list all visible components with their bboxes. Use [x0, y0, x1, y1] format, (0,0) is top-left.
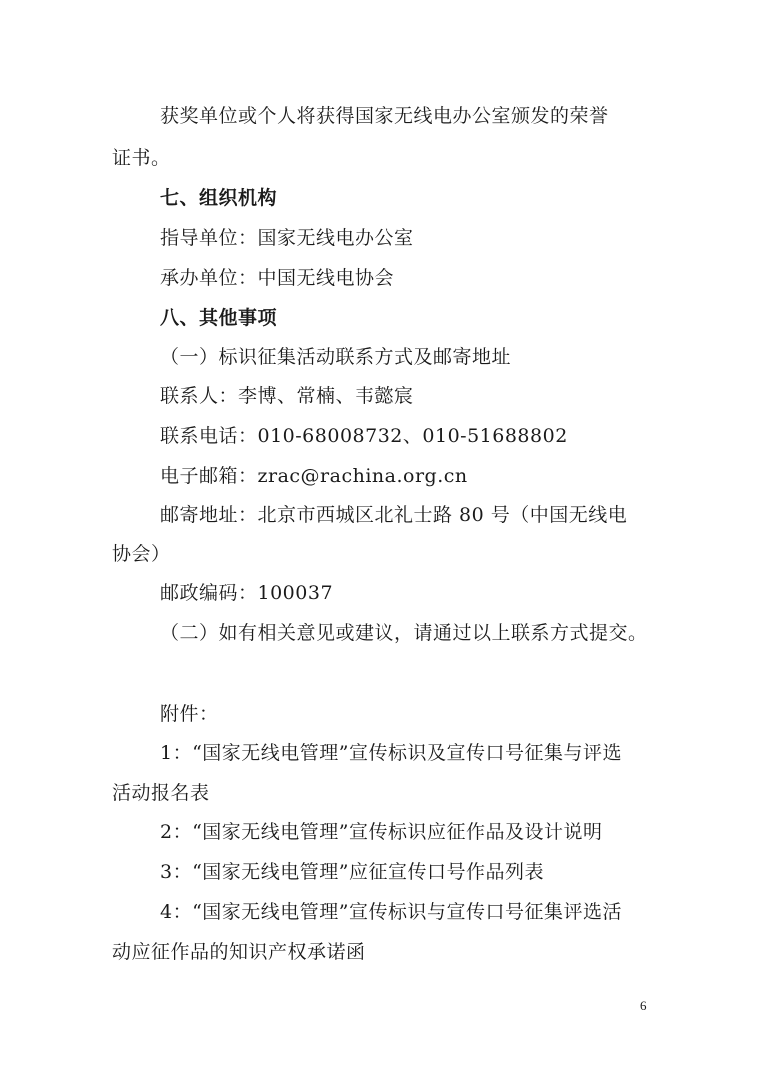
- award-paragraph-line-2: 证书。: [112, 147, 171, 169]
- attachment-1-line-1: 1：“国家无线电管理”宣传标识及宣传口号征集与评选: [160, 742, 623, 764]
- section-heading-other-matters: 八、其他事项: [160, 307, 278, 329]
- attachment-1-line-2: 活动报名表: [112, 782, 210, 804]
- page-number: 6: [640, 998, 647, 1013]
- attachment-4-line-1: 4：“国家无线电管理”宣传标识与宣传口号征集评选活: [160, 901, 623, 923]
- attachment-4-line-2: 动应征作品的知识产权承诺函: [112, 941, 366, 963]
- mailing-address-line-1: 邮寄地址：北京市西城区北礼士路 80 号（中国无线电: [160, 504, 628, 526]
- guiding-unit: 指导单位：国家无线电办公室: [160, 227, 414, 249]
- contact-persons: 联系人：李博、常楠、韦懿宸: [160, 385, 414, 407]
- contact-email: 电子邮箱：zrac@rachina.org.cn: [160, 465, 468, 487]
- attachment-3: 3：“国家无线电管理”应征宣传口号作品列表: [160, 861, 545, 883]
- organizing-unit: 承办单位：中国无线电协会: [160, 267, 395, 289]
- contact-phone: 联系电话：010-68008732、010-51688802: [160, 425, 568, 447]
- attachments-heading: 附件：: [160, 703, 219, 725]
- award-paragraph-line-1: 获奖单位或个人将获得国家无线电办公室颁发的荣誉: [160, 105, 609, 127]
- attachment-2: 2：“国家无线电管理”宣传标识应征作品及设计说明: [160, 821, 603, 843]
- postal-code: 邮政编码：100037: [160, 582, 334, 604]
- feedback-note: （二）如有相关意见或建议，请通过以上联系方式提交。: [160, 622, 648, 644]
- contact-subheading: （一）标识征集活动联系方式及邮寄地址: [160, 346, 512, 368]
- section-heading-organization: 七、组织机构: [160, 187, 278, 209]
- mailing-address-line-2: 协会）: [112, 543, 171, 565]
